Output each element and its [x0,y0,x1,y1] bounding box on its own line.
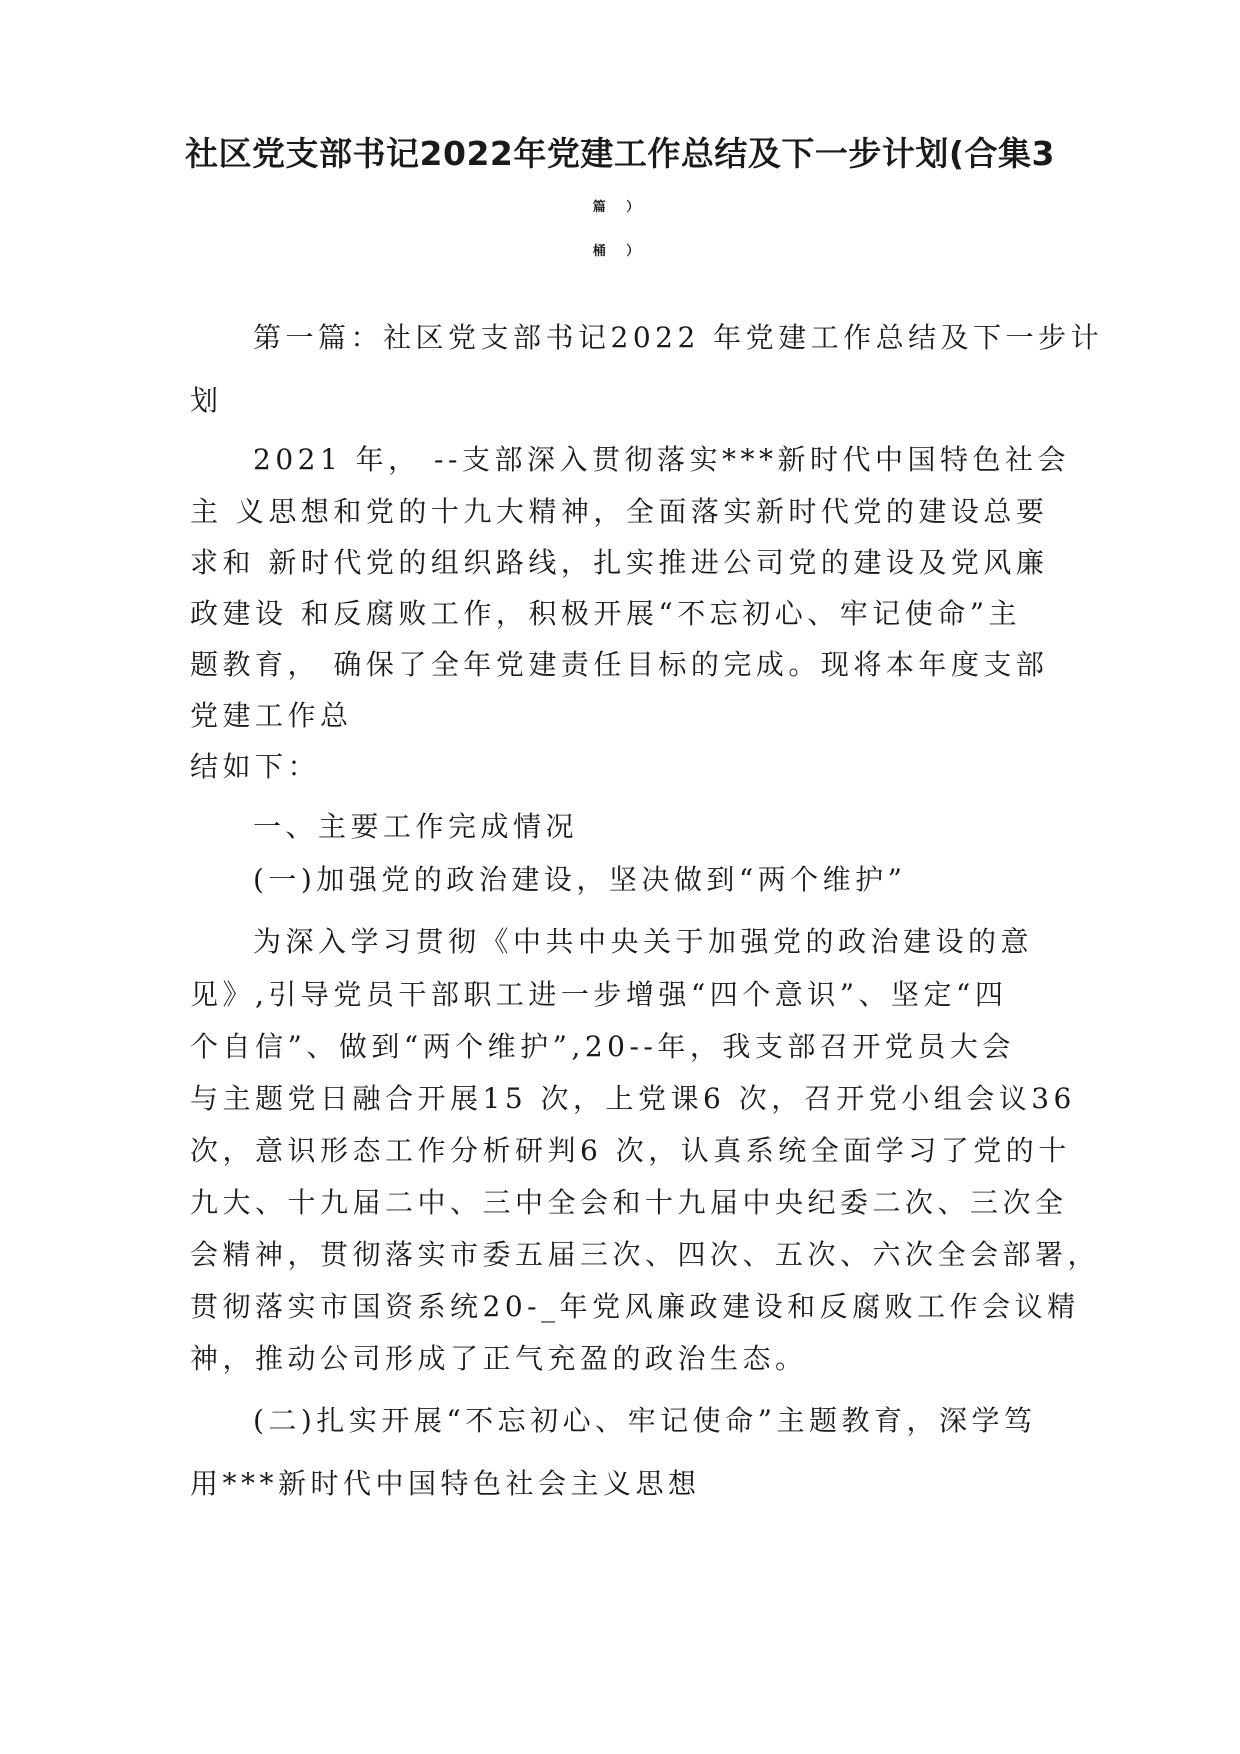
body-line: 与主题党日融合开展15 次，上党课6 次，召开党小组会议36 [190,1082,1076,1115]
body-line: 求和 新时代党的组织路线，扎实推进公司党的建设及党风廉 [190,546,1049,579]
body-line: 用***新时代中国特色社会主义思想 [190,1467,701,1500]
body-line: 神，推动公司形成了正气充盈的政治生态。 [190,1342,808,1375]
body-line: 会精神，贯彻落实市委五届三次、四次、五次、六次全会部署， [190,1238,1101,1271]
body-line: 主 义思想和党的十九大精神，全面落实新时代党的建设总要 [190,495,1049,528]
body-line: 一、主要工作完成情况 [253,810,579,843]
body-line: 政建设 和反腐败工作，积极开展“不忘初心、牢记使命”主 [190,597,1022,630]
body-line: 九大、十九届二中、三中全会和十九届中央纪委二次、三次全 [190,1186,1068,1219]
body-line: 结如下： [190,750,321,783]
subsection-heading: (二)扎实开展“不忘初心、牢记使命”主题教育，深学笃 [253,1404,1037,1437]
subtitle-line: 桶 ） [592,244,648,259]
section-heading: 第一篇：社区党支部书记2022 年党建工作总结及下一步计 [253,321,1104,354]
document-title: 社区党支部书记2022年党建工作总结及下一步计划(合集3 [185,134,1055,173]
body-line: 为深入学习贯彻《中共中央关于加强党的政治建设的意 [253,925,1034,958]
body-line: 见》,引导党员干部职工进一步增强“四个意识”、坚定“四 [190,978,1008,1011]
subsection-heading: (一)加强党的政治建设，坚决做到“两个维护” [253,863,907,896]
body-line: 次，意识形态工作分析研判6 次，认真系统全面学习了党的十 [190,1134,1071,1167]
subtitle-line: 篇 ） [592,200,648,215]
body-line: 党建工作总 [190,699,353,732]
body-line: 划 [190,384,223,417]
body-line: 个自信”、做到“两个维护”,20--年，我支部召开党员大会 [190,1030,1015,1063]
body-line: 题教育， 确保了全年党建责任目标的完成。现将本年度支部 [190,648,1049,681]
body-line: 贯彻落实市国资系统20-_年党风廉政建设和反腐败工作会议精 [190,1290,1080,1323]
body-line: 2021 年， --支部深入贯彻落实***新时代中国特色社会 [253,443,1070,476]
